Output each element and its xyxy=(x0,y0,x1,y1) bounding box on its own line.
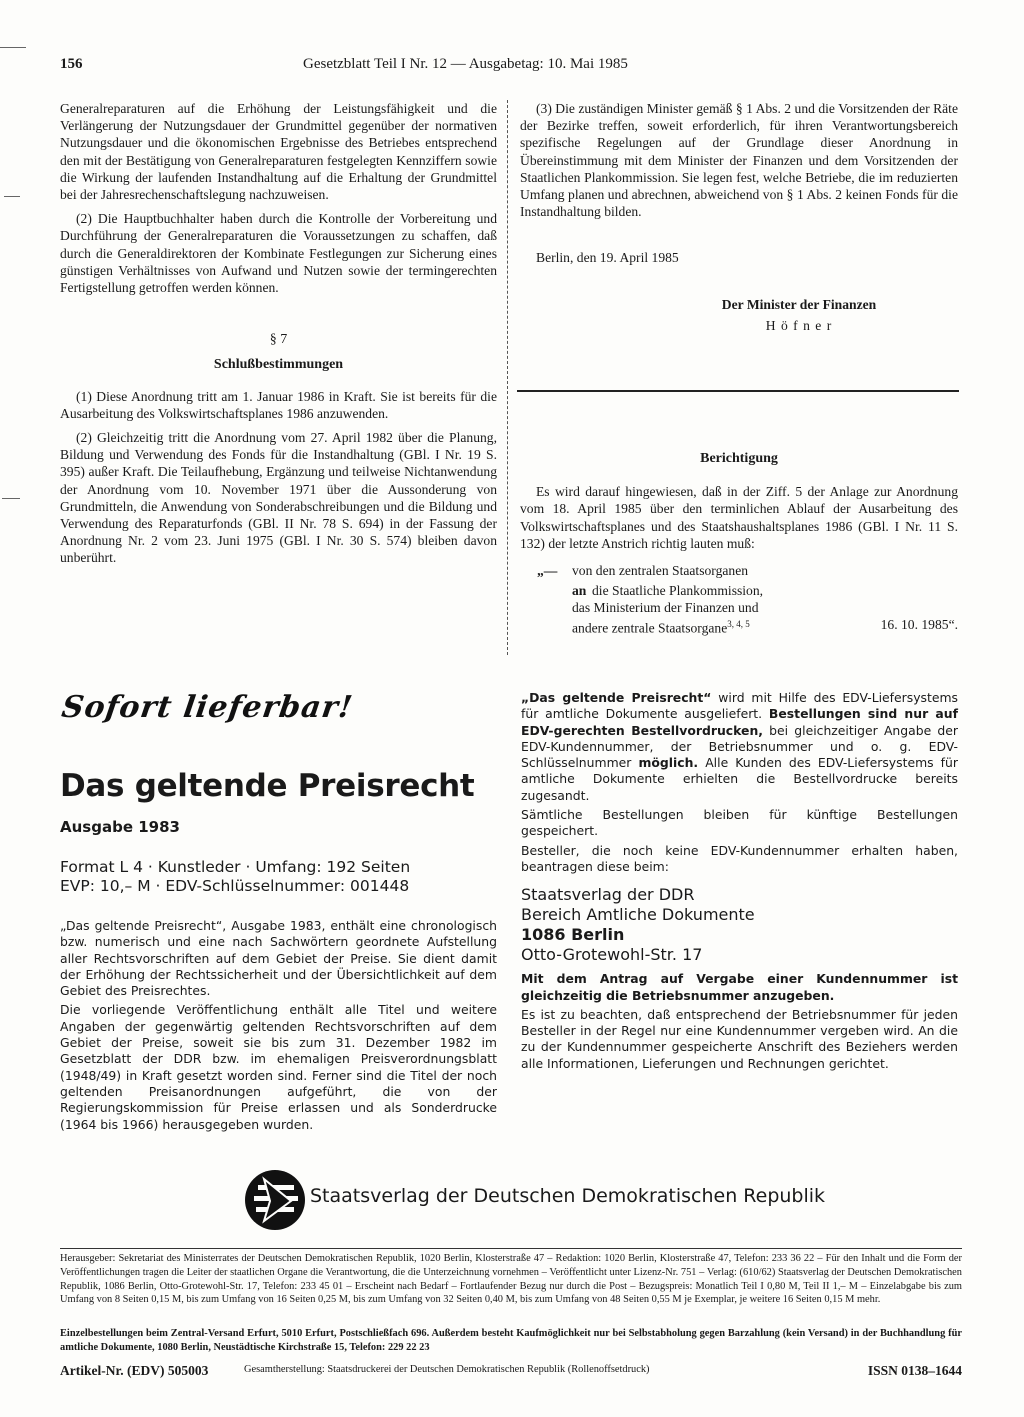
ad-bold-text: Bestellungen sind nur auf EDV-gerechten Bestellvordrucken, xyxy=(521,706,958,738)
section-title: Schlußbestimmungen xyxy=(213,357,344,373)
page-number: 156 xyxy=(60,56,83,72)
paragraph: Besteller, die noch keine EDV-Kundennummer erhalten haben, beantragen diese beim: xyxy=(521,842,958,874)
quote-date: 16. 10. 1985“. xyxy=(880,617,958,633)
footer-bottom xyxy=(60,1359,962,1379)
printer-note: Gesamtherstellung: Staatsdruckerei der Deutschen Demokratischen Republik (Rollenoffsetdruck) xyxy=(244,1364,650,1375)
paragraph: Es ist zu beachten, daß entsprechend der Betriebsnummer für jeden Besteller in der Regel nur eine Kundennummer vergeben wird. An die zu der Kundennummer gespeicherte Anschrift des Beziehers werden alle Informationen, Lieferungen und Rechnungen gerichtet. xyxy=(521,1006,958,1071)
address-line: Staatsverlag der DDR xyxy=(521,885,695,905)
paragraph: Mit dem Antrag auf Vergabe einer Kundennummer ist gleichzeitig die Betriebsnummer anzugeben. xyxy=(521,971,958,1003)
correction-quote xyxy=(520,562,958,642)
paragraph: Die vorliegende Veröffentlichung enthält alle Titel und weitere Angaben der gegenwärtig geltenden Rechtsvorschriften auf dem Gebiet der Preise, soweit sie bis zum 31. Dezember 1982 im Gesetzblatt der DDR bzw. im ehemaligen Preisverordnungsblatt (1948/49) in Kraft gesetzt worden sind. Ferner sind die Titel der noch geltenden Preisanordnungen aufgeführt, die von der Regierungskommission für Preise erlassen und als Sonderdrucke (1964 bis 1966) herausgegeben wurden. xyxy=(60,1002,497,1132)
section-number: § 7 xyxy=(269,332,288,348)
ad-slogan: Sofort lieferbar! xyxy=(59,690,356,725)
issn: ISSN 0138–1644 xyxy=(867,1363,962,1378)
signer-title: Der Minister der Finanzen xyxy=(721,296,877,312)
ad-text: Alle Kunden des EDV-Liefersystems für amtliche Dokumente erhielten die Bestellvordrucke bereits zugesandt. xyxy=(521,755,958,803)
article-number: Artikel-Nr. (EDV) 505003 xyxy=(60,1363,209,1378)
ad-title: Das geltende Preisrecht xyxy=(60,768,475,804)
quote-line: das Ministerium der Finanzen und xyxy=(572,600,759,616)
publisher-name: Staatsverlag der Deutschen Demokratischen Republik xyxy=(310,1185,826,1207)
column-divider xyxy=(507,100,508,655)
ad-text: wird mit Hilfe des EDV-Liefersystems für amtliche Dokumente ausgeliefert. xyxy=(521,690,959,722)
publisher-logo-icon xyxy=(244,1169,306,1231)
paragraph: (1) Diese Anordnung tritt am 1. Januar 1986 in Kraft. Sie ist bereits für die Ausarbeitung des Volkswirtschaftsplanes 1986 anzuwenden. xyxy=(60,388,497,421)
ad-description xyxy=(60,918,497,1136)
ad-bold-text: „Das geltende Preisrecht“ xyxy=(521,690,712,705)
signer-name: H ö f n e r xyxy=(765,317,833,333)
paragraph: Generalreparaturen auf die Erhöhung der Leistungsfähigkeit und die Verlängerung der Nutzungsdauer der Grundmittel gegenüber der normativen Nutzungsdauer und die ökonomischen Ergebnisse des Betriebes entsprechend den mit der Bestätigung von Generalreparaturen festgelegten Kennziffern sowie die Wirkung der laufenden Instandhaltung auf die Erhaltung der Grundmittel bei der Jahresrechenschaftslegung nachzuweisen. xyxy=(60,101,497,203)
place-date: Berlin, den 19. April 1985 xyxy=(536,250,679,266)
left-column xyxy=(60,100,497,574)
address-line: 1086 Berlin xyxy=(521,925,625,945)
quote-line xyxy=(572,616,750,637)
gazette-title: Gesetzblatt Teil I Nr. 12 — Ausgabetag: 10. Mai 1985 xyxy=(303,56,628,72)
section-rule xyxy=(517,390,959,392)
publisher-address xyxy=(521,885,958,965)
ad-price-line: EVP: 10,– M · EDV-Schlüsselnummer: 001448 xyxy=(60,877,410,895)
right-column xyxy=(520,100,958,341)
paragraph: (3) Die zuständigen Minister gemäß § 1 Abs. 2 und die Vorsitzenden der Räte der Bezirke treffen, soweit erforderlich, für ihren Verantwortungsbereich spezifische Regelungen auf der Grundlage dieser Anordnung in Übereinstimmung mit dem Minister der Finanzen und dem Vorsitzenden der Staatlichen Plankommission. Sie legen fest, welche Betriebe, die im reduzierten Umfang planen und abrechnen, abweichend von § 1 Abs. 2 keinen Fonds für die Instandhaltung bilden. xyxy=(520,101,958,220)
address-line: Otto-Grotewohl-Str. 17 xyxy=(521,945,703,965)
margin-tick xyxy=(2,498,20,499)
paragraph: Sämtliche Bestellungen bleiben für künftige Bestellungen gespeichert. xyxy=(521,807,958,839)
quote-to: an xyxy=(572,583,587,599)
ad-edition: Ausgabe 1983 xyxy=(60,818,180,836)
correction-text: Es wird darauf hingewiesen, daß in der Ziff. 5 der Anlage zur Anordnung vom 18. April 1985 über den terminlichen Ablauf der Ausarbeitung des Volkswirtschaftsplanes und des Staatshaushaltsplanes 1986 (GBl. I Nr. 11 S. 132) der letzte Anstrich richtig lauten muß: xyxy=(520,484,958,551)
margin-tick xyxy=(4,196,20,197)
address-line: Bereich Amtliche Dokumente xyxy=(521,905,755,925)
footnote-refs: 3, 4, 5 xyxy=(727,619,750,630)
quote-from: von den zentralen Staatsorganen xyxy=(572,563,749,579)
quote-line-text: andere zentrale Staatsorgane xyxy=(572,620,728,636)
correction-block xyxy=(520,450,958,642)
correction-title: Berichtigung xyxy=(700,451,778,466)
quote-open: „— xyxy=(537,563,558,579)
ad-format-line: Format L 4 · Kunstleder · Umfang: 192 Seiten xyxy=(60,858,411,876)
ad-order-info xyxy=(521,690,958,1075)
margin-tick xyxy=(0,47,26,48)
page-header xyxy=(60,56,960,78)
quote-line: die Staatliche Plankommission, xyxy=(592,583,764,599)
paragraph: (2) Gleichzeitig tritt die Anordnung vom 27. April 1982 über die Planung, Bildung und Verwendung des Fonds für die Instandhaltung (GBl. I Nr. 19 S. 395) außer Kraft. Die Teilaufhebung, Ergänzung und teilweise Nichtanwendung der Anordnung vom 10. November 1971 über die Aussonderung von Grundmitteln, die Anwendung von Sonderabschreibungen und die Bildung und Verwendung des Reparaturfonds (GBl. II Nr. 78 S. 694) in der Fassung der Anordnung Nr. 2 vom 23. Juni 1975 (GBl. I Nr. 30 S. 574) bleiben davon unberührt. xyxy=(60,430,497,566)
footer-imprint: Herausgeber: Sekretariat des Ministerrates der Deutschen Demokratischen Republik, 1020 Berlin, Klosterstraße 47 – Redaktion: 1020 Berlin, Klosterstraße 47, Telefon: 233 36 22 – Für den Inhalt und die Form der Veröffentlichungen tragen die Leiter der staatlichen Organe die Verantwortung, die die Unterzeichnung vornehmen – Veröffentlicht unter Lizenz-Nr. 751 – Verlag: (610/62) Staatsverlag der Deutschen Demokratischen Republik, 1086 Berlin, Otto-Grotewohl-Str. 17, Telefon: 233 45 01 – Erscheint nach Bedarf – Fortlaufender Bezug nur durch die Post – Bezugspreis: Monatlich Teil I 0,80 M, Teil II 1,– M – Einzelabgabe bis zum Umfang von 8 Seiten 0,15 M, bis zum Umfang von 16 Seiten 0,25 M, bis zum Umfang von 32 Seiten 0,40 M, bis zum Umfang von 48 Seiten 0,55 M je Exemplar, je weitere 16 Seiten 0,15 M mehr. xyxy=(60,1253,962,1306)
footer-rule xyxy=(60,1248,962,1249)
paragraph: „Das geltende Preisrecht“, Ausgabe 1983, enthält eine chronologisch bzw. numerisch und eine nach Sachwörtern geordnete Aufstellung aller Rechtsvorschriften auf dem Gebiet der Preise. Sie dient damit der Erhöhung der Rechtssicherheit und der Übersichtlichkeit auf dem Gebiet des Preisrechtes. xyxy=(60,918,497,999)
paragraph xyxy=(521,690,958,804)
ad-bold-text: möglich. xyxy=(638,755,699,771)
paragraph: (2) Die Hauptbuchhalter haben durch die Kontrolle der Vorbereitung und Durchführung der Generalreparaturen die Voraussetzungen zu schaffen, daß durch die Generaldirektoren der Kombinate Festlegungen zur Sicherung eines günstigen Verhältnisses von Aufwand und Nutzen sowie der termingerechten Fertigstellung getroffen werden können. xyxy=(60,211,497,296)
footer-orders: Einzelbestellungen beim Zentral-Versand Erfurt, 5010 Erfurt, Postschließfach 696. Außerdem besteht Kaufmöglichkeit nur bei Selbstabholung gegen Barzahlung (kein Versand) in der Buchhandlung für amtliche Dokumente, 1080 Berlin, Neustädtische Kirchstraße 15, Telefon: 229 22 23 xyxy=(60,1328,962,1353)
ad-text: bei gleichzeitiger Angabe der EDV-Kundennummer, der Betriebsnummer und o. g. EDV-Schlüsselnummer xyxy=(521,722,958,771)
publisher-banner xyxy=(244,1167,826,1233)
